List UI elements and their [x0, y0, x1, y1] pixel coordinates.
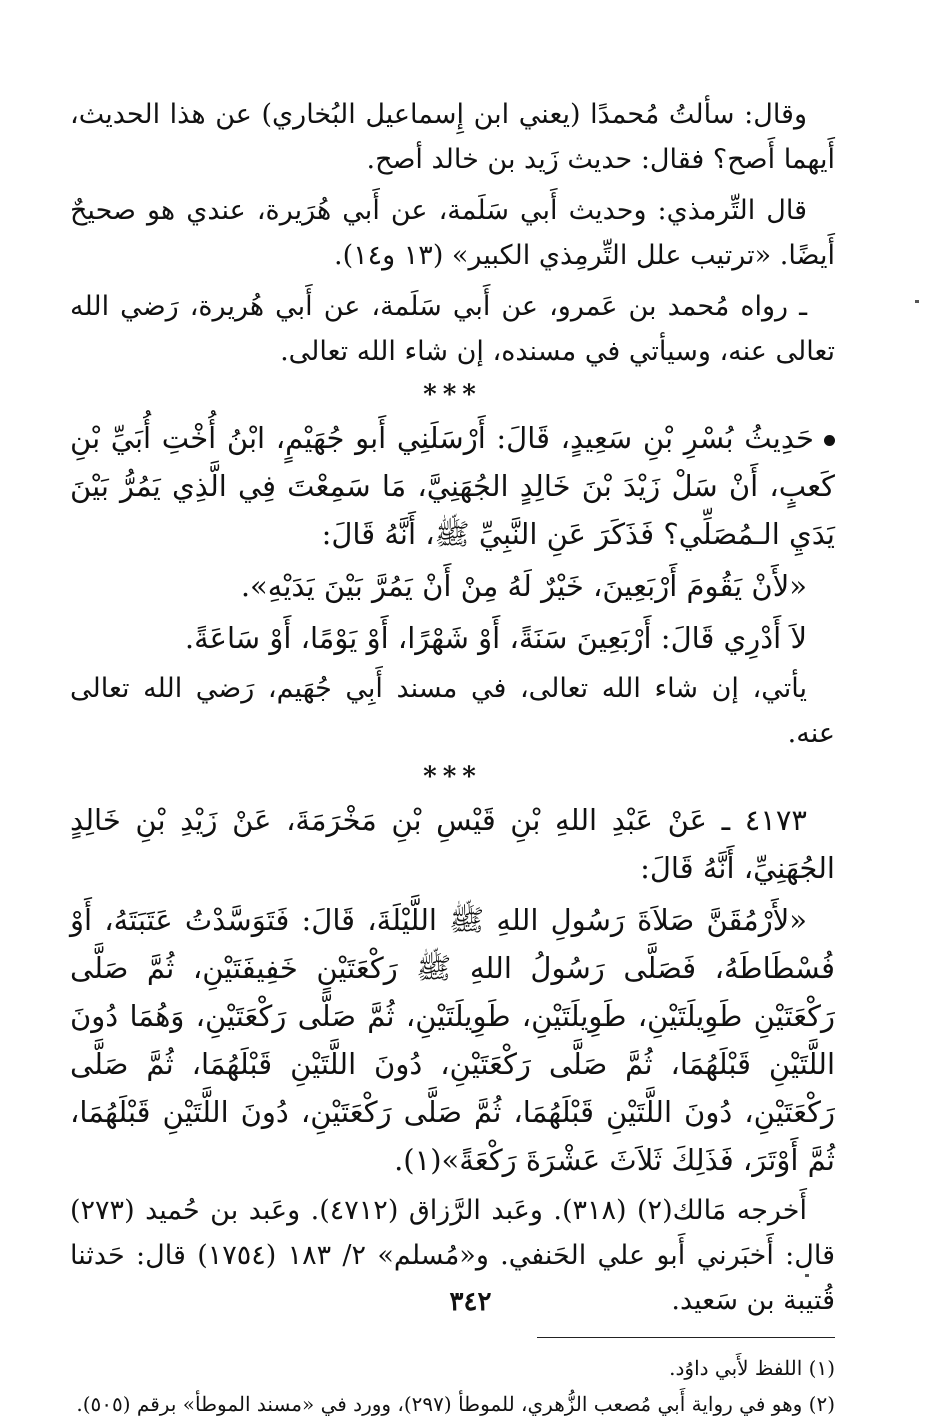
- footnote-divider: [537, 1337, 835, 1338]
- section-separator: ***: [423, 762, 482, 792]
- hadith-heading-numbered: ٤١٧٣ ـ عَنْ عَبْدِ اللهِ بْنِ قَيْسِ بْنِ مَخْرَمَةَ، عَنْ زَيْدِ بْنِ خَالِدٍ الجُهَنِيِّ، أَنَّهُ قَالَ:: [70, 803, 835, 885]
- narration-paragraph: ـ رواه مُحمد بن عَمرو، عن أَبي سَلَمة، عن أَبي هُريرة، رَضي الله تعالى عنه، وسيأتي في مسنده، إن شاء الله تعالى.: [70, 291, 835, 367]
- page-number: ٣٤٢: [449, 1287, 492, 1317]
- hadith-matn: «لأَنْ يَقُومَ أَرْبَعِينَ، خَيْرٌ لَهُ مِنْ أَنْ يَمُرَّ بَيْنَ يَدَيْهِ».: [240, 569, 807, 603]
- bullet-icon: [824, 435, 835, 446]
- footnote-1: (١) اللفظ لأَبي داوُد.: [669, 1356, 835, 1380]
- commentary-paragraph: وقال: سألتُ مُحمدًا (يعني ابن إِسماعيل البُخاري) عن هذا الحديث، أَيهما أَصح؟ فقال: حديث زَيد بن خالد أصح.: [70, 99, 835, 175]
- hadith-heading: [70, 414, 835, 558]
- footnote-2: (٢) وهو في رواية أَبي مُصعب الزُّهري، للموطأ (٢٩٧)، وورد في «مسند الموطأ» برقم (٥٠٥).: [76, 1392, 835, 1416]
- takhrij-paragraph: أَخرجه مَالك(٢) (٣١٨). وعَبد الرَّزاق (٤٧١٢). وعَبد بن حُميد (٢٧٣) قال: أَخبَرني أَبو علي الحَنفي. و«مُسلم» ٢/ ١٨٣ (١٧٥٤) قال: حَدثنا قُتيبة بن سَعيد.: [70, 1195, 836, 1316]
- scan-speck: [915, 300, 919, 303]
- commentary-paragraph: قال التِّرمذي: وحديث أَبي سَلَمة، عن أَبي هُرَيرة، عندي هو صحيحٌ أَيضًا. «ترتيب علل التِّرمِذي الكبير» (١٣ و١٤).: [70, 195, 835, 271]
- hadith-note: لاَ أَدْرِي قَالَ: أَرْبَعِينَ سَنَةً، أَوْ شَهْرًا، أَوْ يَوْمًا، أَوْ سَاعَةً.: [184, 621, 807, 655]
- book-page: [70, 92, 836, 1416]
- hadith-matn: «لأَرْمُقَنَّ صَلاَةَ رَسُولِ اللهِ ﷺ اللَّيْلَةَ، قَالَ: فَتَوَسَّدْتُ عَتَبَتَهُ، أَوْ فُسْطَاطَهُ، فَصَلَّى رَسُولُ اللهِ ﷺ رَكْعَتَيْنِ خَفِيفَتَيْنِ، ثُمَّ صَلَّى رَكْعَتَيْنِ طَوِيلَتَيْنِ، طَوِيلَتَيْنِ، طَوِيلَتَيْنِ، ثُمَّ صَلَّى رَكْعَتَيْنِ، وَهُمَا دُونَ اللَّتَيْنِ قَبْلَهُمَا، ثُمَّ صَلَّى رَكْعَتَيْنِ، دُونَ اللَّتَيْنِ قَبْلَهُمَا، ثُمَّ صَلَّى رَكْعَتَيْنِ، دُونَ اللَّتَيْنِ قَبْلَهُمَا، ثُمَّ صَلَّى رَكْعَتَيْنِ، دُونَ اللَّتَيْنِ قَبْلَهُمَا، ثُمَّ أَوْتَرَ، فَذَلِكَ ثَلاَثَ عَشْرَةَ رَكْعَةً»(١).: [70, 903, 835, 1177]
- scan-speck: [805, 1274, 809, 1277]
- hadith-isnad: حَدِيثُ بُسْرِ بْنِ سَعِيدٍ، قَالَ: أَرْسَلَنِي أَبو جُهَيْمٍ، ابْنُ أُخْتِ أُبَيِّ بْنِ كَعبٍ، أَنْ سَلْ زَيْدَ بْنَ خَالِدٍ الجُهَنِيَّ، مَا سَمِعْتَ فِي الَّذِي يَمُرُّ بَيْنَ يَدَيِ الـمُصَلِّي؟ فَذَكَرَ عَنِ النَّبِيِّ ﷺ، أَنَّهُ قَالَ:: [70, 421, 835, 551]
- cross-reference: يأتي، إن شاء الله تعالى، في مسند أَبِي جُهَيم، رَضي الله تعالى عنه.: [70, 673, 835, 749]
- section-separator: ***: [423, 380, 482, 410]
